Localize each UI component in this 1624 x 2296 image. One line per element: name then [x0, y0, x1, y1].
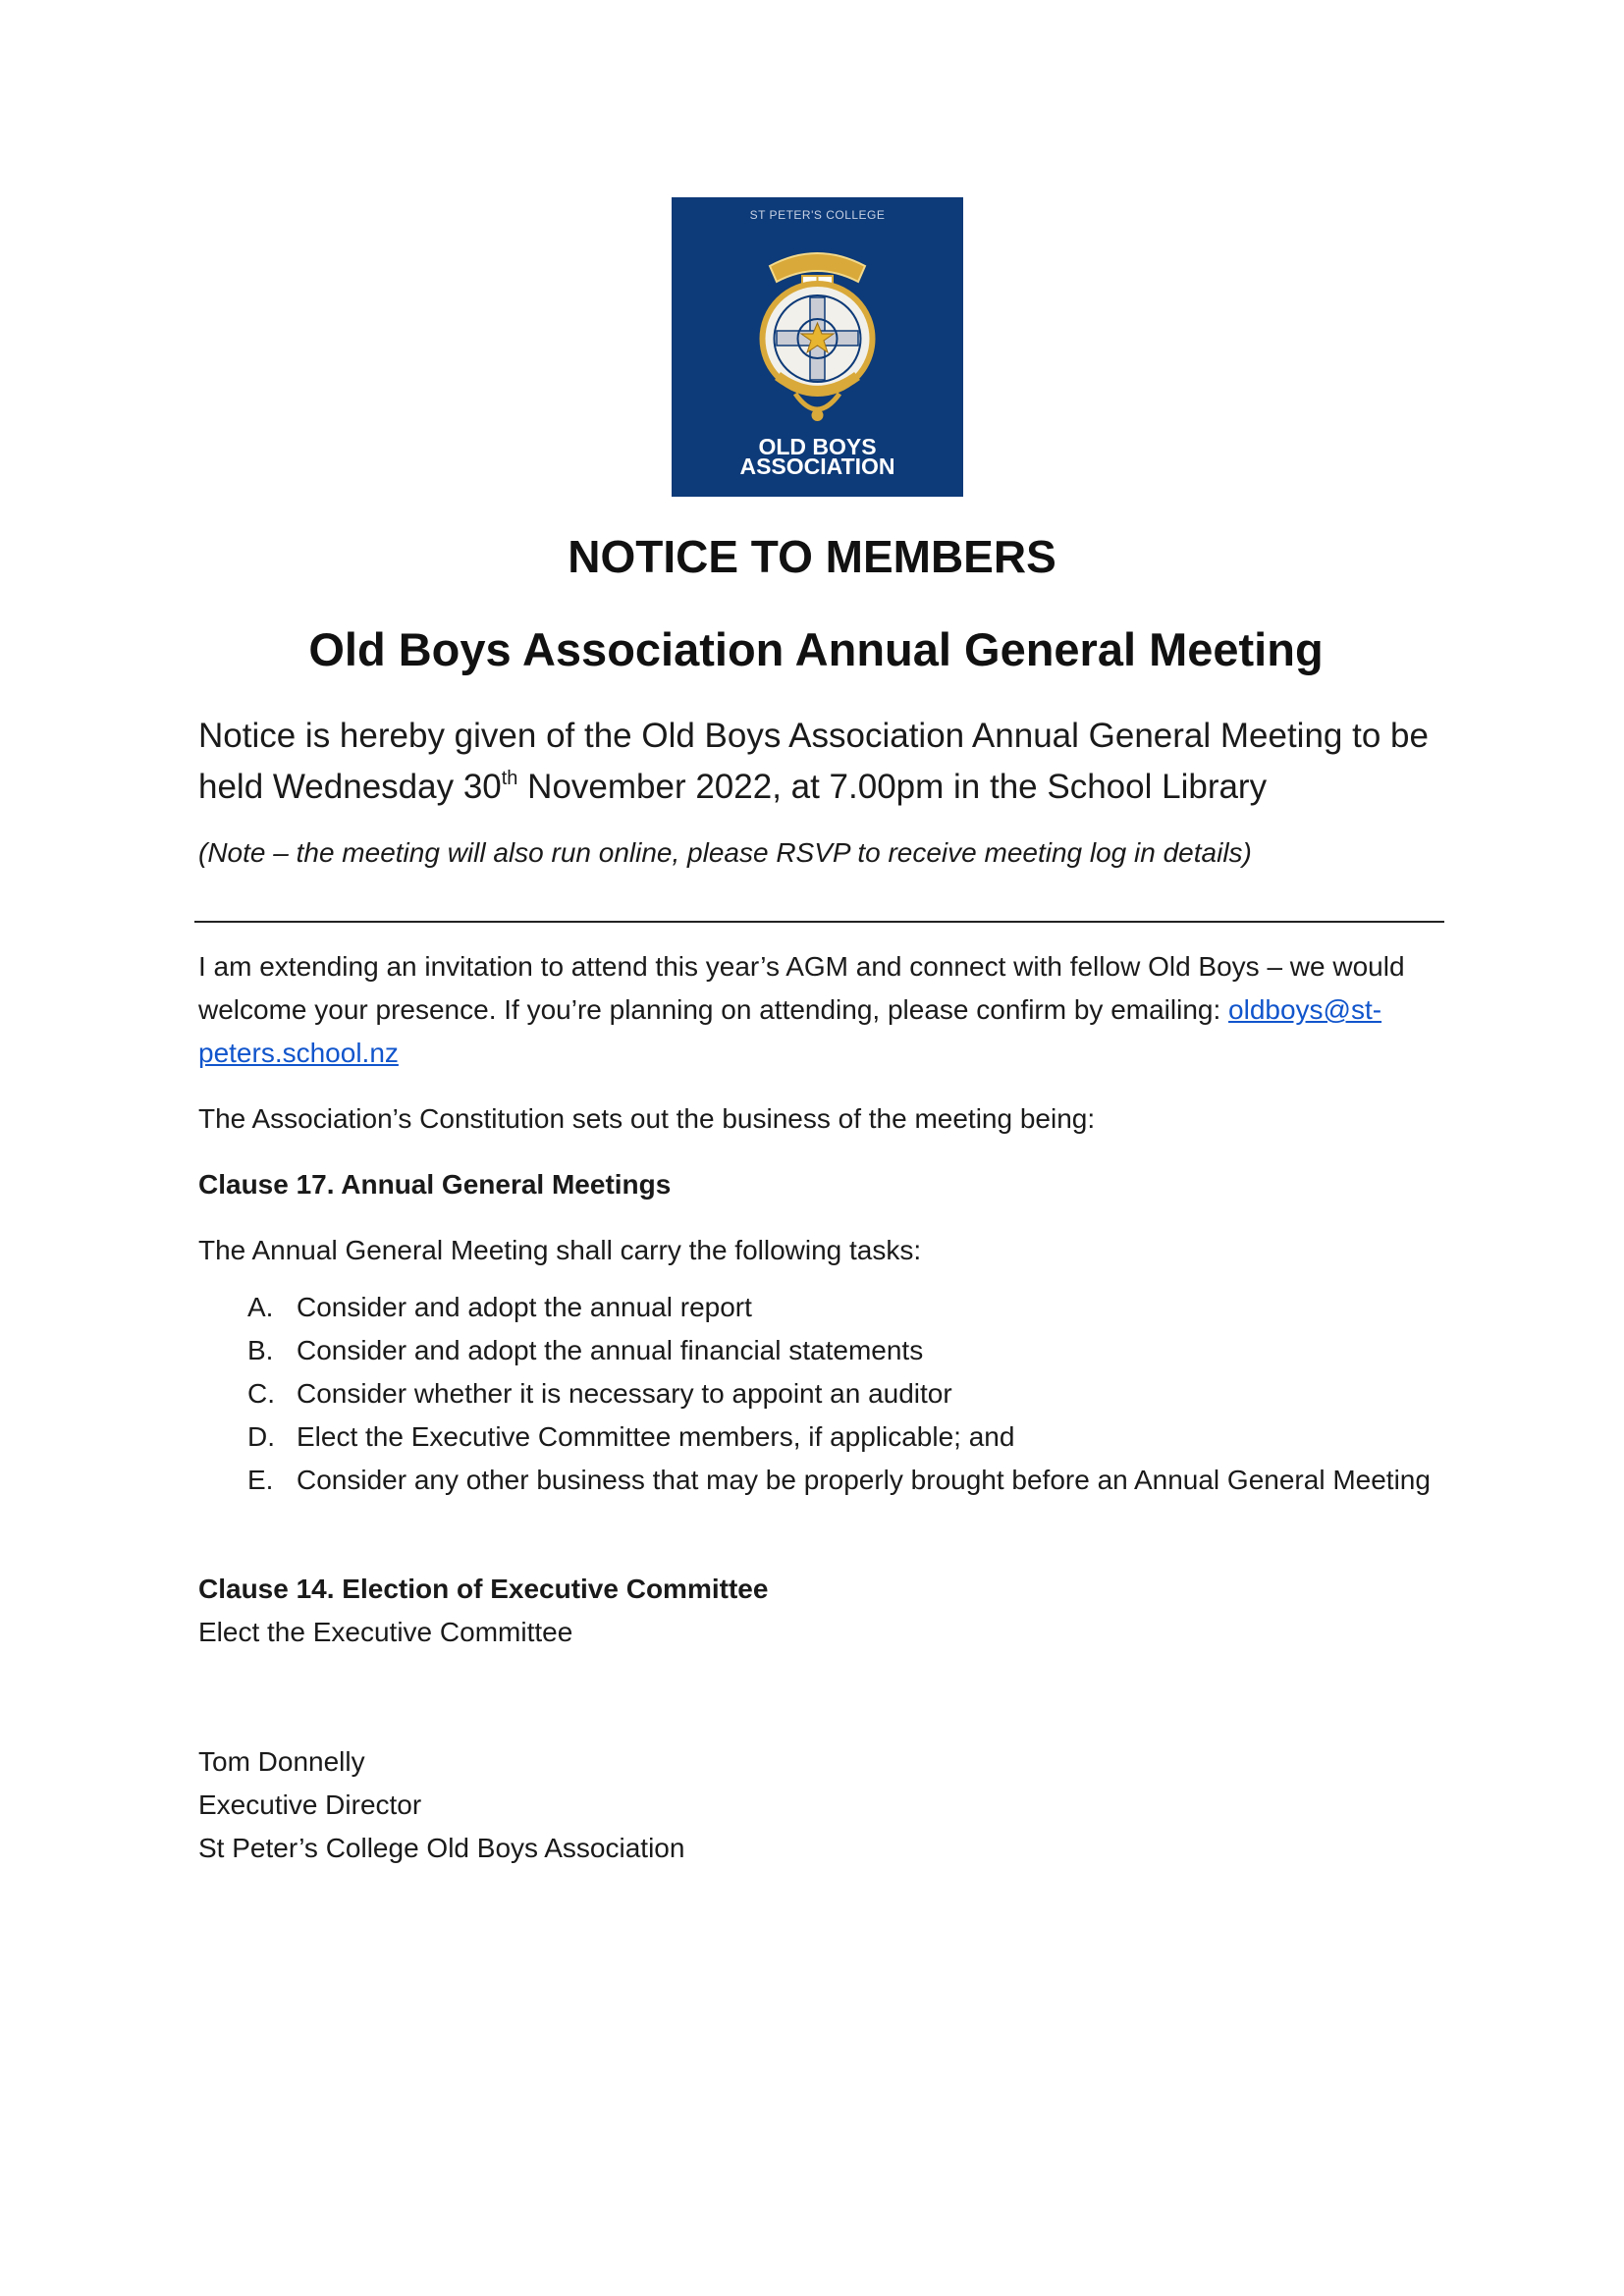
logo-line-2: ASSOCIATION	[739, 454, 895, 479]
clause-14-heading: Clause 14. Election of Executive Committee	[198, 1574, 769, 1604]
old-boys-association-logo	[672, 197, 963, 497]
online-note: (Note – the meeting will also run online, please RSVP to receive meeting log in details)	[198, 837, 1252, 868]
page-subtitle: Old Boys Association Annual General Meeting	[308, 623, 1324, 675]
signature-block	[198, 1740, 684, 1870]
logo-college-name: ST PETER'S COLLEGE	[749, 208, 886, 222]
list-marker: B.	[247, 1335, 274, 1365]
tasks-intro: The Annual General Meeting shall carry the following tasks:	[198, 1235, 922, 1265]
list-item-text: Consider any other business that may be properly brought before an Annual General Meeting	[297, 1465, 1431, 1495]
list-marker: C.	[247, 1378, 275, 1409]
divider	[194, 921, 1444, 923]
list-item-text: Consider and adopt the annual financial statements	[297, 1335, 924, 1365]
signatory-role: Executive Director	[198, 1789, 422, 1820]
list-marker: A.	[247, 1292, 274, 1322]
list-marker: D.	[247, 1421, 275, 1452]
signatory-organisation: St Peter’s College Old Boys Association	[198, 1833, 685, 1863]
list-item	[198, 1459, 1465, 1502]
logo-line-1: OLD BOYS	[758, 434, 877, 459]
invitation-paragraph	[198, 945, 1455, 1075]
rsvp-email-link[interactable]: oldboys@st-peters.school.nz	[198, 994, 1382, 1068]
notice-ordinal-suffix: th	[501, 768, 518, 789]
list-item-text: Elect the Executive Committee members, if applicable; and	[297, 1421, 1015, 1452]
signatory-name: Tom Donnelly	[198, 1746, 365, 1777]
college-crest-icon	[748, 229, 887, 425]
page-title: NOTICE TO MEMBERS	[568, 531, 1056, 582]
list-item	[198, 1372, 1465, 1415]
tasks-list	[198, 1286, 1465, 1502]
meeting-notice	[198, 711, 1455, 813]
clause-14-text: Elect the Executive Committee	[198, 1617, 573, 1647]
list-item	[198, 1286, 1465, 1329]
constitution-paragraph: The Association’s Constitution sets out the business of the meeting being:	[198, 1103, 1096, 1134]
list-item	[198, 1329, 1465, 1372]
list-item-text: Consider and adopt the annual report	[297, 1292, 752, 1322]
clause-17-heading: Clause 17. Annual General Meetings	[198, 1169, 672, 1200]
notice-text-after: November 2022, at 7.00pm in the School Library	[517, 768, 1268, 806]
invitation-text: I am extending an invitation to attend this year’s AGM and connect with fellow Old Boys – we would welcome your presence. If you’re planning on attending, please confirm by emailing:	[198, 951, 1405, 1025]
notice-text-before: Notice is hereby given of the Old Boys Association Annual General Meeting to be held Wednesday 30	[198, 717, 1429, 806]
list-item-text: Consider whether it is necessary to appoint an auditor	[297, 1378, 952, 1409]
list-item	[198, 1415, 1465, 1459]
list-marker: E.	[247, 1465, 274, 1495]
